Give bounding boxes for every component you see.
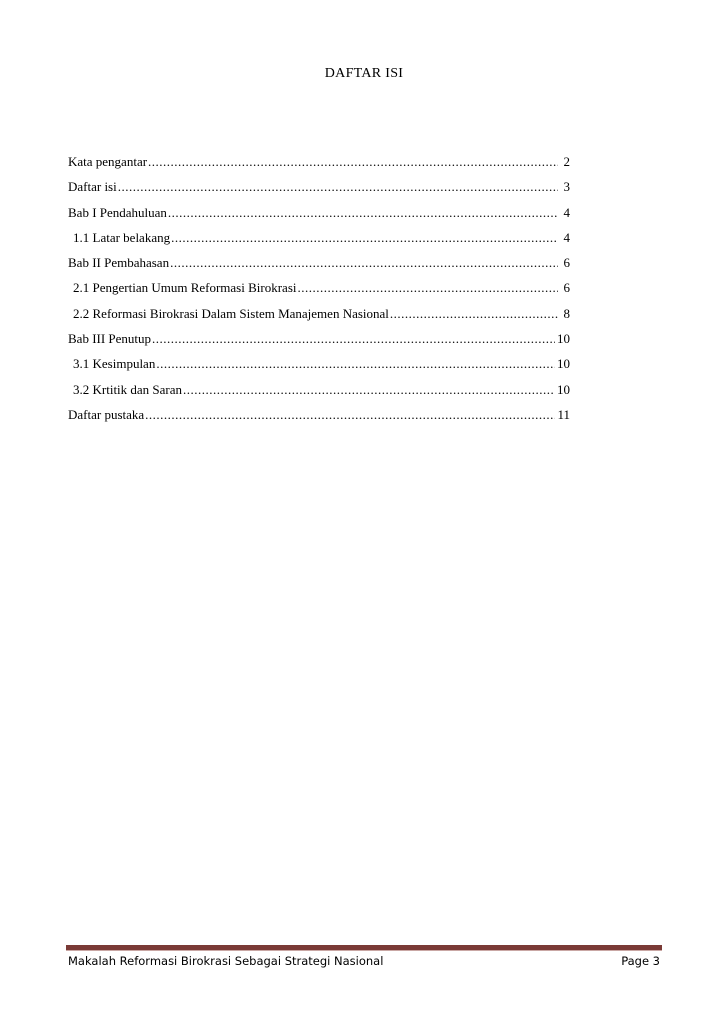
toc-page-number: 6 [563, 255, 570, 271]
toc-page-number: 3 [563, 179, 570, 195]
toc-page-number: 10 [557, 331, 570, 347]
toc-label: 3.2 Krtitik dan Saran [73, 381, 183, 397]
footer-document-title: Makalah Reformasi Birokrasi Sebagai Strategi Nasional [68, 954, 384, 968]
toc-entry-2-1[interactable] [68, 280, 570, 305]
page-title: DAFTAR ISI [324, 66, 404, 81]
toc-label: Bab III Penutup [68, 331, 152, 347]
toc-label: Kata pengantar [68, 154, 148, 169]
toc-leader-dots [118, 179, 558, 195]
toc-leader-dots [171, 230, 558, 246]
toc-leader-dots [170, 255, 558, 271]
toc-entry-bab-1[interactable] [68, 205, 570, 230]
toc-leader-dots [156, 356, 555, 372]
toc-entry-1-1[interactable] [68, 230, 570, 255]
toc-page-number: 4 [563, 204, 570, 220]
toc-entry-3-2[interactable] [68, 382, 570, 407]
toc-leader-dots [183, 382, 555, 398]
page-footer [68, 954, 660, 968]
toc-page-number: 6 [563, 280, 570, 296]
toc-label: 1.1 Latar belakang [73, 229, 171, 245]
toc-page-number: 11 [557, 406, 570, 422]
toc-entry-bab-2[interactable] [68, 255, 570, 280]
toc-label: 2.2 Reformasi Birokrasi Dalam Sistem Manajemen Nasional [73, 305, 389, 321]
toc-label: Daftar pustaka [68, 406, 145, 422]
toc-leader-dots [168, 205, 558, 221]
toc-entry-3-1[interactable] [68, 356, 570, 381]
toc-leader-dots [148, 154, 558, 170]
toc-page-number: 8 [563, 305, 570, 321]
toc-label: 3.1 Kesimpulan [73, 356, 156, 372]
toc-entry-daftar-isi[interactable] [68, 179, 570, 204]
toc-label: 2.1 Pengertian Umum Reformasi Birokrasi [73, 280, 297, 296]
toc-leader-dots [298, 280, 559, 296]
toc-entry-bab-3[interactable] [68, 331, 570, 356]
toc-page-number: 2 [563, 154, 570, 169]
toc-entry-daftar-pustaka[interactable] [68, 407, 570, 432]
toc-label: Bab II Pembahasan [68, 255, 170, 271]
toc-leader-dots [152, 331, 555, 347]
toc-page-number: 4 [563, 229, 570, 245]
footer-page-number: Page 3 [621, 954, 660, 968]
toc-leader-dots [390, 306, 558, 322]
toc-label: Daftar isi [68, 179, 117, 195]
footer-divider [66, 945, 662, 951]
toc-page-number: 10 [557, 381, 570, 397]
table-of-contents [68, 154, 570, 432]
toc-entry-2-2[interactable] [68, 306, 570, 331]
toc-leader-dots [145, 407, 555, 423]
toc-label: Bab I Pendahuluan [68, 204, 167, 220]
toc-entry-kata-pengantar[interactable] [68, 154, 570, 179]
toc-page-number: 10 [557, 356, 570, 372]
